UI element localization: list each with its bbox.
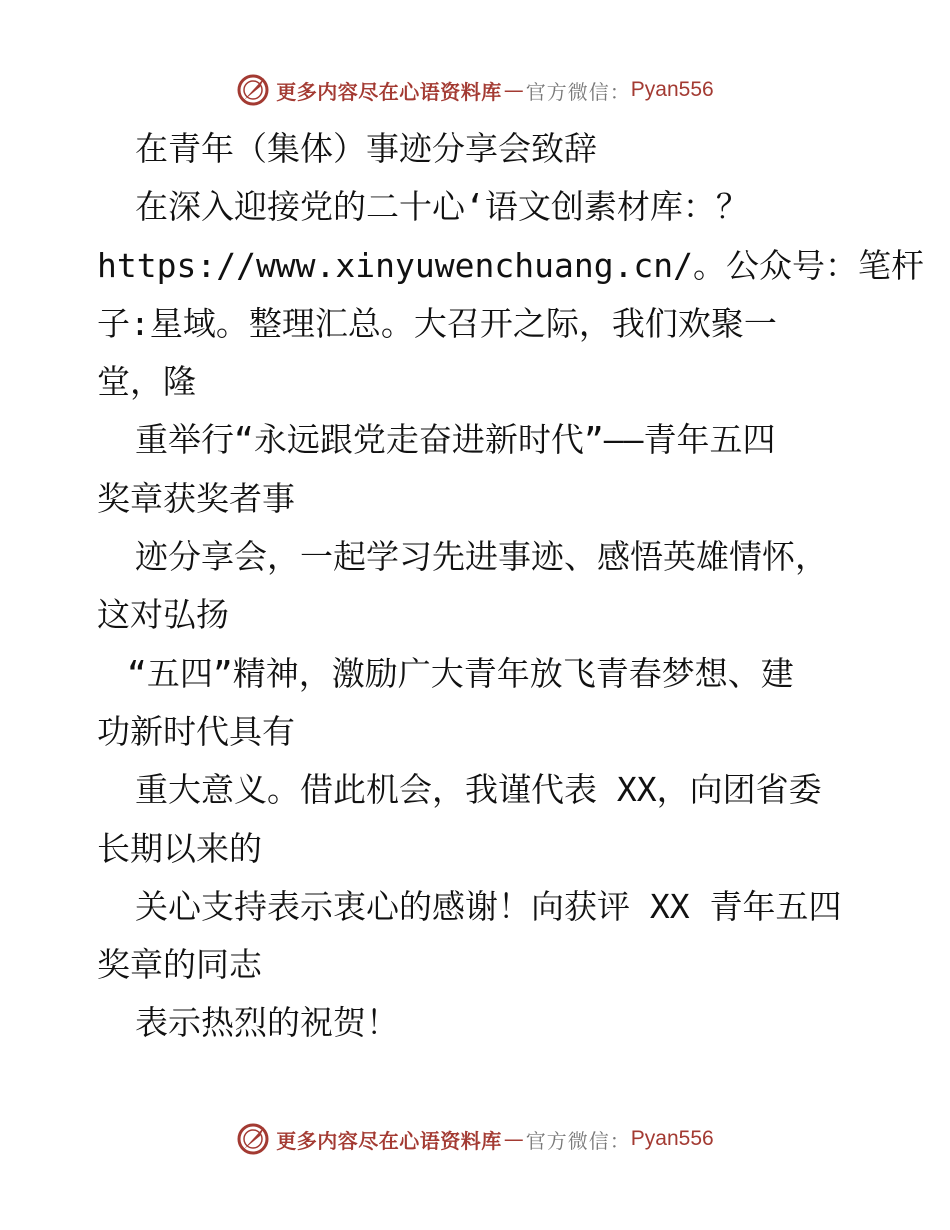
- text-line: 奖章的同志: [97, 945, 262, 985]
- banner-official-label: 官方微信：: [525, 79, 631, 104]
- banner-official-label: 官方微信：: [525, 1128, 631, 1153]
- banner-promo-text: 更多内容尽在心语资料库: [276, 79, 502, 104]
- text-line: 奖章获奖者事: [97, 478, 295, 518]
- text-line: 功新时代具有: [97, 711, 295, 751]
- banner-dash: —: [503, 78, 524, 102]
- text-line: 重大意义。借此机会，我谨代表 XX，向团省委: [135, 770, 822, 810]
- banner-wechat-id: Pyan556: [630, 1127, 714, 1150]
- footer-banner: [0, 1117, 950, 1161]
- text-line: 堂，隆: [97, 362, 196, 402]
- text-line: 迹分享会，一起学习先进事迹、感悟英雄情怀，: [135, 537, 828, 577]
- header-banner: [0, 68, 950, 112]
- text-line: 子:星域。整理汇总。大召开之际，我们欢聚一: [97, 303, 777, 343]
- text-line: 关心支持表示衷心的感谢！向获评 XX 青年五四: [135, 886, 842, 926]
- quill-logo-icon: [236, 73, 270, 107]
- text-line: “五四”精神，激励广大青年放飞青春梦想、建: [127, 653, 794, 693]
- document-body: [97, 120, 925, 1053]
- banner-promo-text: 更多内容尽在心语资料库: [276, 1128, 502, 1153]
- document-title: 在青年（集体）事迹分享会致辞: [135, 129, 597, 168]
- text-line: 这对弘扬: [97, 595, 229, 635]
- text-line: 在深入迎接党的二十心‘语文创素材库：？: [135, 187, 749, 227]
- text-line: 重举行“永远跟党走奋进新时代”——青年五四: [135, 420, 776, 460]
- banner-dash: —: [503, 1127, 524, 1151]
- text-line: 长期以来的: [97, 828, 262, 868]
- banner-wechat-id: Pyan556: [630, 78, 714, 101]
- quill-logo-icon: [236, 1122, 270, 1156]
- text-line: https://www.xinyuwenchuang.cn/。公众号：笔杆: [97, 245, 925, 285]
- text-line: 表示热烈的祝贺！: [135, 1003, 399, 1043]
